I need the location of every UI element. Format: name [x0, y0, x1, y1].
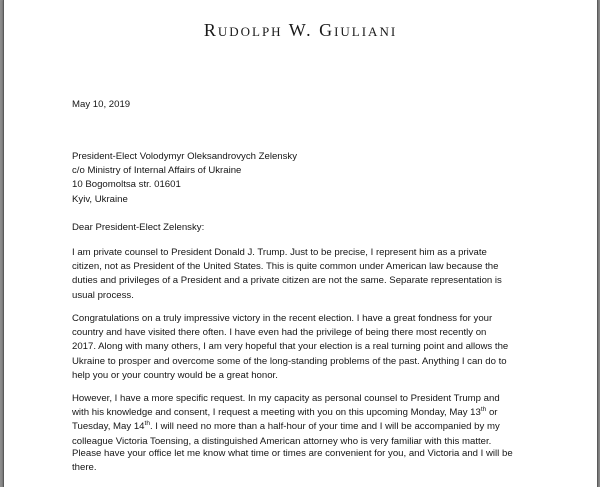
- paragraph-line: citizen, not as President of the United States. This is quite common under American law because the: [72, 261, 499, 273]
- paragraph-line: Ukraine to prosper and overcome some of the long-standing problems of the past. Anything I can do to: [72, 355, 507, 367]
- line-text: or: [486, 407, 498, 419]
- line-text: Tuesday, May 14: [72, 421, 145, 433]
- address-line: Kyiv, Ukraine: [72, 193, 128, 205]
- address-line: 10 Bogomoltsa str. 01601: [72, 179, 181, 191]
- salutation: Dear President-Elect Zelensky:: [72, 222, 205, 233]
- paragraph-line: I am private counsel to President Donald J. Trump. Just to be precise, I represent him as a private: [72, 247, 487, 258]
- paragraph-line: Please have your office let me know what time or times are convenient for you, and Victoria and I will be: [72, 448, 513, 459]
- paragraph-line: there.: [72, 462, 97, 474]
- ordinal-suffix: th: [480, 406, 487, 414]
- paragraph-4: [72, 447, 548, 475]
- address-line: President-Elect Volodymyr Oleksandrovych Zelensky: [72, 151, 298, 162]
- letter-page: [3, 0, 598, 487]
- paragraph-line: help you or your country would be a great honor.: [72, 369, 278, 381]
- letterhead-name: Rudolph W. Giuliani: [203, 20, 398, 40]
- paragraph-line: [72, 420, 548, 434]
- paragraph-line: However, I have a more specific request. In my capacity as personal counsel to President Trump and: [72, 393, 500, 404]
- line-text: . I will need no more than a half-hour of your time and I will be accompanied by my: [149, 421, 500, 433]
- letter-date: May 10, 2019: [72, 99, 131, 110]
- paragraph-line: duties and privileges of a President and a private citizen are not the same. Separate representation is: [72, 275, 502, 287]
- paragraph-2: [72, 312, 548, 383]
- line-text: with his knowledge and consent, I request a meeting with you on this upcoming Monday, May 13: [72, 407, 481, 419]
- paragraph-1: [72, 246, 548, 303]
- paragraph-line: usual process.: [72, 289, 134, 301]
- paragraph-3: [72, 392, 548, 449]
- paragraph-line: [72, 406, 548, 420]
- ordinal-suffix: th: [144, 420, 150, 428]
- paragraph-line: colleague Victoria Toensing, a distinguished American attorney who is very familiar with this matter.: [72, 435, 492, 447]
- paragraph-line: 2017. Along with many others, I am very hopeful that your election is a real turning point and allows the: [72, 341, 509, 353]
- paragraph-line: Congratulations on a truly impressive victory in the recent election. I have a great fondness for your: [72, 313, 493, 324]
- paragraph-line: country and have visited there often. I have even had the privilege of being there most recently on: [72, 327, 487, 339]
- recipient-address: [72, 150, 548, 207]
- address-line: c/o Ministry of Internal Affairs of Ukraine: [72, 165, 242, 177]
